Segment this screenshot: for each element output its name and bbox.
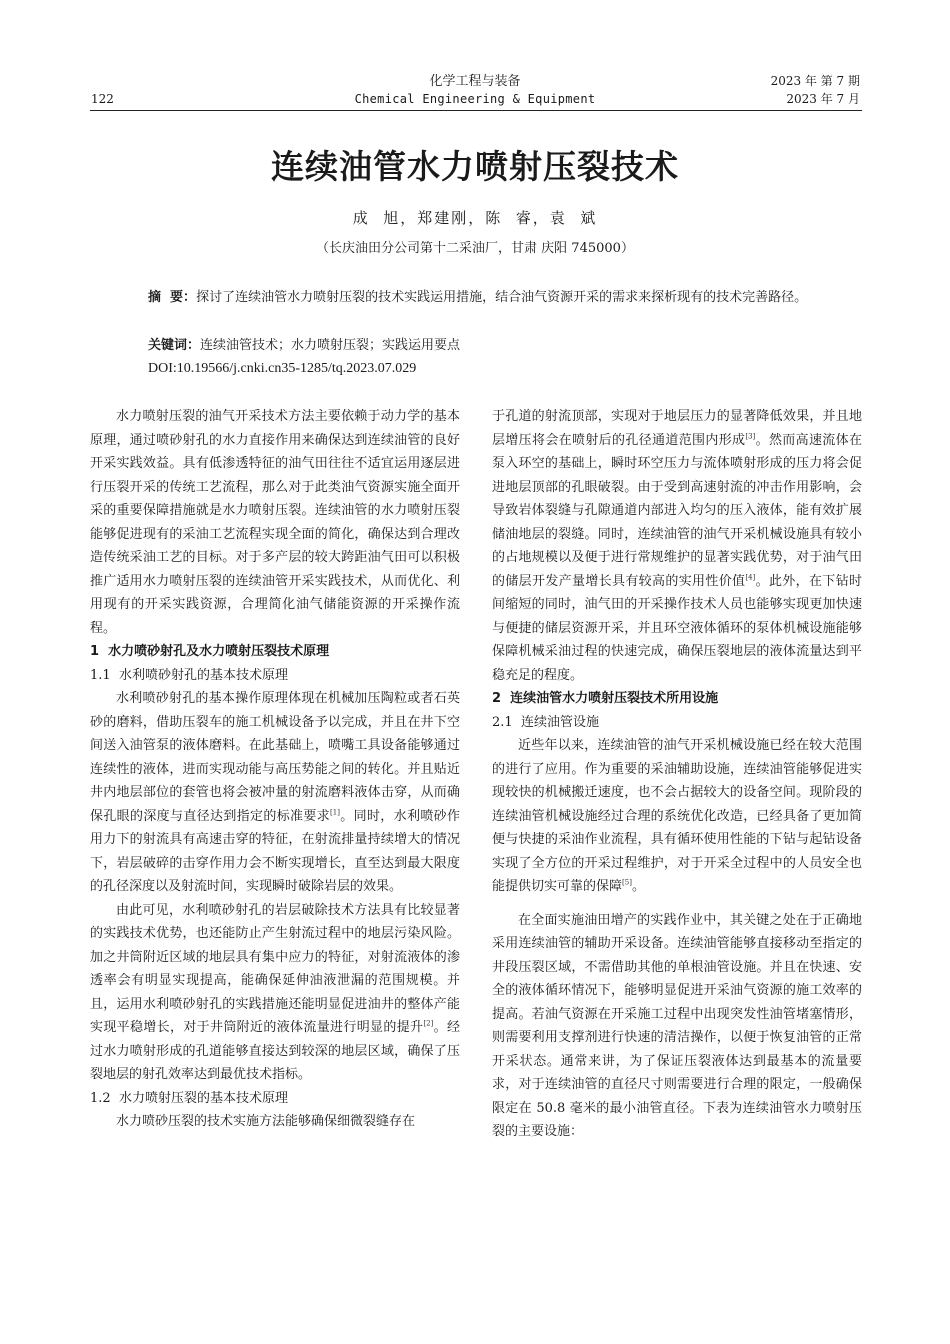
article-authors: 成 旭，郑建刚，陈 睿，袁 斌: [352, 209, 598, 227]
paragraph-2-1-a: [492, 734, 862, 899]
subsection-heading-1-1: 1.1 水利喷砂射孔的基本技术原理: [90, 667, 288, 683]
paragraph-text: 。经过水力喷射形成的孔道能够直接达到较深的地层区域，确保了压裂地层的射孔效率达到最优技术指标。: [90, 1020, 460, 1082]
keywords-label: 关键词：: [148, 338, 201, 353]
subsection-heading-2-1: 2.1 连续油管设施: [492, 714, 599, 730]
subsection-heading-1-2: 1.2 水力喷射压裂的基本技术原理: [90, 1090, 288, 1106]
paragraph-text: 于孔道的射流顶部，实现对于地层压力的显著降低效果，并且地层增压将会在喷射后的孔径通道范围内形成: [492, 409, 862, 448]
body-column-right: [492, 405, 862, 1144]
issue-label: 2023 年 第 7 期: [770, 74, 860, 88]
citation-1[interactable]: [1]: [330, 808, 340, 817]
article-title: 连续油管水力喷射压裂技术: [271, 147, 679, 186]
paragraph-1-2: 水力喷砂压裂的技术实施方法能够确保细微裂缝存在: [116, 1114, 416, 1129]
abstract-text: 探讨了连续油管水力喷射压裂的技术实践运用措施，结合油气资源开采的需求来探析现有的技术完善路径。: [196, 290, 808, 305]
citation-3[interactable]: [3]: [745, 432, 756, 441]
section-heading-2: 2 连续油管水力喷射压裂技术所用设施: [492, 691, 719, 706]
paragraph-1-1-a: [90, 687, 460, 899]
doi[interactable]: DOI:10.19566/j.cnki.cn35-1285/tq.2023.07.029: [148, 361, 417, 376]
paragraph-1-1-b: [90, 899, 460, 1087]
citation-4[interactable]: [4]: [745, 573, 756, 582]
paragraph-text: 水利喷砂射孔的基本操作原理体现在机械加压陶粒或者石英砂的磨料，借助压裂车的施工机械设备予以完成，并且在井下空间送入油管泵的液体磨料。在此基础上，喷嘴工具设备能够通过连续性的液体，进而实现动能与高压势能之间的转化。并且贴近井内地层部位的套管也将会被冲量的射流磨料液体击穿，从而确保孔眼的深度与直径达到指定的标准要求: [90, 691, 460, 824]
header-rule: [90, 110, 862, 111]
citation-2[interactable]: [2]: [423, 1019, 434, 1028]
citation-5[interactable]: [5]: [622, 878, 632, 887]
article-affiliation: （长庆油田分公司第十二采油厂，甘肃 庆阳 745000）: [316, 241, 634, 256]
paragraph-2-1-b: 在全面实施油田增产的实践作业中，其关键之处在于正确地采用连续油管的辅助开采设备。连续油管能够直接移动至指定的井段压裂区域，不需借助其他的单根油管设施。并且在快速、安全的液体循环情况下，能够明显促进开采油气资源的施工效率的提高。若油气资源在开采施工过程中出现突发性油管堵塞情形，则需要利用支撑剂进行快速的清洁操作，以便于恢复油管的正常开采状态。通常来讲，为了保证压裂液体达到最基本的流量要求，对于连续油管的直径尺寸则需要进行合理的限定，一般确保限定在 50.8 毫米的最小油管直径。下表为连续油管水力喷射压裂的主要设施：: [492, 912, 862, 1139]
issue-date: 2023 年 7 月: [786, 92, 860, 106]
section-heading-1: 1 水力喷砂射孔及水力喷射压裂技术原理: [90, 644, 330, 659]
intro-paragraph: 水力喷射压裂的油气开采技术方法主要依赖于动力学的基本原理，通过喷砂射孔的水力直接作用来确保达到连续油管的良好开采实践效益。具有低渗透特征的油气田往往不适宜运用逐层进行压裂开采的传统工艺流程，那么对于此类油气资源实施全面开采的重要保障措施就是水力喷射压裂。连续油管的水力喷射压裂能够促进现有的采油工艺流程实现全面的简化，确保达到合理改造传统采油工艺的目标。对于多产层的较大跨距油气田可以积极推广适用水力喷射压裂的连续油管开采实践技术，从而优化、利用现有的开采实践资源，合理简化油气储能资源的开采操作流程。: [90, 409, 460, 636]
paragraph-text: 。此外，在下钻时间缩短的同时，油气田的开采操作技术人员也能够实现更加快速与便捷的储层资源开采，并且环空液体循环的泵体机械设施能够保障机械采油过程的快速完成，确保压裂地层的液体流量达到平稳充足的程度。: [492, 573, 862, 683]
abstract: [148, 286, 813, 310]
paragraph-text: 。然而高速流体在泵入环空的基础上，瞬时环空压力与流体喷射形成的压力将会促进地层顶部的孔眼破裂。由于受到高速射流的冲击作用影响，会导致岩体裂缝与孔隙通道内部进入均匀的压入液体，能有效扩展储油地层的裂缝。同时，连续油管的油气开采机械设施具有较小的占地规模以及便于进行常规维护的显著实践优势，对于油气田的储层开发产量增长具有较高的实用性价值: [492, 432, 862, 589]
paragraph-1-2-cont: [492, 405, 862, 687]
journal-name-en: Chemical Engineering & Equipment: [354, 92, 596, 106]
paragraph-text: 。: [631, 879, 645, 894]
paragraph-text: 近些年以来，连续油管的油气开采机械设施已经在较大范围的进行了应用。作为重要的采油辅助设施，连续油管能够促进实现较快的机械搬迁速度，也不会占据较大的设备空间。现阶段的连续油管机械设施经过合理的系统优化改造，已经具备了更加简便与快捷的采油作业流程，具有循环使用性能的下钻与起钻设备实现了全方位的开采过程维护，对于开采全过程中的人员安全也能提供切实可靠的保障: [492, 738, 862, 894]
paragraph-text: 。同时，水利喷砂作用力下的射流具有高速击穿的特征，在射流排量持续增大的情况下，岩层破碎的击穿作用力会不断实现增长，直至达到最大限度的孔径深度以及射流时间，实现瞬时破除岩层的效果。: [90, 808, 460, 894]
body-column-left: [90, 405, 460, 1134]
page-number: 122: [91, 92, 114, 106]
paragraph-text: 由此可见，水利喷砂射孔的岩层破除技术方法具有比较显著的实践技术优势，也还能防止产生射流过程中的地层污染风险。加之井筒附近区域的地层具有集中应力的特征，对射流液体的渗透率会有明显实现提高，能确保延伸油液泄漏的范围规模。并且，运用水利喷砂射孔的实践措施还能明显促进油井的整体产能实现平稳增长，对于井筒附近的液体流量进行明显的提升: [90, 902, 460, 1035]
keywords: [148, 334, 813, 358]
keywords-text: 连续油管技术；水力喷射压裂；实践运用要点: [200, 338, 461, 353]
journal-name-cn: 化学工程与装备: [429, 74, 521, 89]
abstract-label: 摘 要：: [148, 290, 197, 305]
